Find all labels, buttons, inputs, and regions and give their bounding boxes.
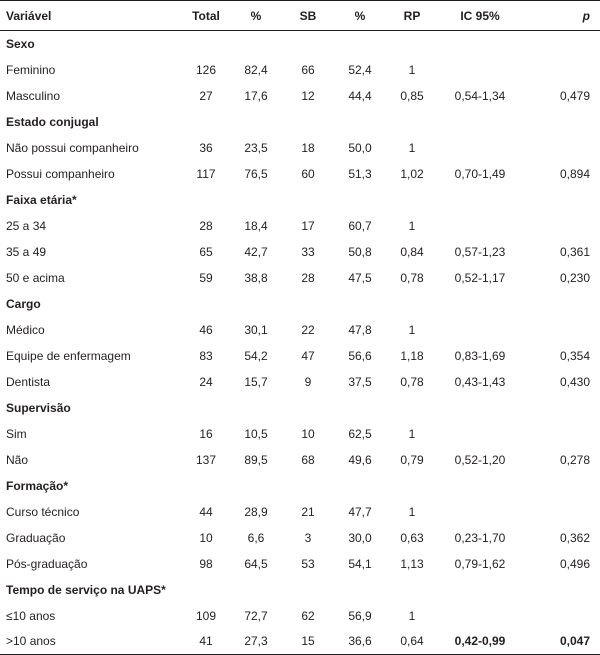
cell-sb: 12 <box>301 88 315 103</box>
cell-pct-total: 27,3 <box>230 629 282 655</box>
cell-pct-sb: 47,7 <box>348 504 372 519</box>
table-row <box>0 447 600 473</box>
cell-total: 117 <box>196 166 216 181</box>
header-pct-total: % <box>230 1 282 31</box>
cell-rp: 1 <box>408 426 416 441</box>
cell-total: 126 <box>195 62 217 77</box>
cell-pct-total: 54,2 <box>244 348 268 363</box>
cell-variable: Médico <box>6 322 45 337</box>
cell-variable: Equipe de enfermagem <box>6 348 131 363</box>
cell-pct-sb: 51,3 <box>348 166 372 181</box>
cell-total: 109 <box>195 608 217 623</box>
table-row <box>0 629 600 655</box>
cell-p: 0,430 <box>559 374 590 389</box>
cell-pct-total: 17,6 <box>244 88 268 103</box>
cell-sb: 21 <box>301 504 315 519</box>
cell-variable: ≤10 anos <box>6 608 56 623</box>
table-row <box>0 421 600 447</box>
cell-ic95: 0,52-1,17 <box>454 270 506 285</box>
cell-p <box>522 603 600 629</box>
cell-rp: 0,78 <box>400 270 424 285</box>
cell-sb: 47 <box>301 348 315 363</box>
cell-rp: 0,79 <box>400 452 424 467</box>
table-row <box>0 161 600 187</box>
cell-ic95: 0,83-1,69 <box>454 348 506 363</box>
cell-pct-sb: 36,6 <box>334 629 386 655</box>
cell-sb: 68 <box>301 452 315 467</box>
cell-sb: 15 <box>282 629 334 655</box>
cell-sb: 66 <box>301 62 315 77</box>
cell-total: 65 <box>199 244 213 259</box>
cell-total: 98 <box>199 556 213 571</box>
group-title: Formação* <box>6 478 69 493</box>
cell-ic95: 0,23-1,70 <box>454 530 506 545</box>
cell-p: 0,354 <box>559 348 590 363</box>
cell-pct-sb: 30,0 <box>348 530 372 545</box>
cell-pct-sb: 62,5 <box>348 426 372 441</box>
cell-p: 0,894 <box>559 166 590 181</box>
table-row <box>0 135 600 161</box>
cell-ic95: 0,79-1,62 <box>454 556 506 571</box>
cell-p: 0,278 <box>559 452 590 467</box>
cell-rp: 1 <box>408 608 416 623</box>
table-row <box>0 57 600 83</box>
cell-variable: Feminino <box>6 62 56 77</box>
cell-ic95 <box>438 499 522 525</box>
group-row <box>0 31 600 57</box>
cell-pct-total: 23,5 <box>244 140 268 155</box>
cell-pct-sb: 50,0 <box>348 140 372 155</box>
cell-ic95: 0,54-1,34 <box>454 88 506 103</box>
group-title: Faixa etária* <box>6 192 77 207</box>
cell-ic95 <box>438 135 522 161</box>
group-row <box>0 395 600 421</box>
cell-pct-total: 64,5 <box>244 556 268 571</box>
cell-variable: Curso técnico <box>6 504 80 519</box>
table-row <box>0 499 600 525</box>
group-title: Sexo <box>6 36 35 51</box>
cell-variable: 50 e acima <box>6 270 65 285</box>
cell-sb: 53 <box>301 556 315 571</box>
group-title: Cargo <box>6 296 41 311</box>
cell-rp: 0,78 <box>400 374 424 389</box>
cell-sb: 17 <box>301 218 315 233</box>
cell-p <box>522 499 600 525</box>
cell-ic95 <box>438 603 522 629</box>
cell-pct-sb: 50,8 <box>348 244 372 259</box>
cell-sb: 28 <box>301 270 315 285</box>
cell-p: 0,362 <box>559 530 590 545</box>
cell-ic95: 0,57-1,23 <box>454 244 506 259</box>
cell-pct-total: 76,5 <box>244 166 268 181</box>
cell-pct-sb: 47,8 <box>348 322 372 337</box>
cell-p: 0,479 <box>559 88 590 103</box>
table-row <box>0 265 600 291</box>
cell-pct-total: 18,4 <box>244 218 268 233</box>
cell-p <box>522 135 600 161</box>
cell-pct-total: 6,6 <box>247 530 265 545</box>
table-row <box>0 343 600 369</box>
cell-pct-total: 89,5 <box>244 452 268 467</box>
header-pct-sb: % <box>334 1 386 31</box>
cell-total: 28 <box>199 218 213 233</box>
cell-pct-total: 38,8 <box>244 270 268 285</box>
header-sb: SB <box>282 1 334 31</box>
cell-sb: 9 <box>304 374 312 389</box>
group-row <box>0 291 600 317</box>
cell-variable: 35 a 49 <box>6 244 47 259</box>
cell-pct-total: 42,7 <box>244 244 268 259</box>
cell-total: 41 <box>182 629 230 655</box>
cell-pct-sb: 56,9 <box>348 608 372 623</box>
cell-rp: 0,64 <box>386 629 438 655</box>
cell-pct-sb: 56,6 <box>348 348 372 363</box>
group-row <box>0 577 600 603</box>
cell-rp: 1 <box>408 62 416 77</box>
cell-sb: 22 <box>301 322 315 337</box>
cell-total: 10 <box>199 530 213 545</box>
cell-ic95 <box>438 317 522 343</box>
cell-ic95: 0,42-0,99 <box>438 629 522 655</box>
cell-ic95 <box>438 213 522 239</box>
cell-variable: 25 a 34 <box>6 218 47 233</box>
cell-ic95: 0,43-1,43 <box>454 374 506 389</box>
cell-rp: 1 <box>408 218 416 233</box>
table-body <box>0 31 600 655</box>
cell-pct-sb: 44,4 <box>348 88 372 103</box>
group-title: Estado conjugal <box>6 114 99 129</box>
cell-rp: 0,85 <box>400 88 424 103</box>
cell-variable: Não possui companheiro <box>6 140 139 155</box>
cell-rp: 1,02 <box>400 166 424 181</box>
cell-variable: Possui companheiro <box>6 166 115 181</box>
cell-sb: 10 <box>301 426 315 441</box>
cell-ic95: 0,70-1,49 <box>454 166 506 181</box>
cell-ic95 <box>438 421 522 447</box>
table-header <box>0 1 600 31</box>
cell-total: 59 <box>199 270 213 285</box>
cell-p <box>522 213 600 239</box>
cell-pct-sb: 60,7 <box>348 218 372 233</box>
cell-sb: 18 <box>301 140 315 155</box>
group-row <box>0 187 600 213</box>
cell-total: 46 <box>199 322 213 337</box>
cell-variable: Sim <box>6 426 27 441</box>
cell-sb: 3 <box>304 530 312 545</box>
table-row <box>0 83 600 109</box>
cell-total: 24 <box>199 374 213 389</box>
cell-p <box>522 317 600 343</box>
header-ic95: IC 95% <box>438 1 522 31</box>
cell-pct-total: 28,9 <box>244 504 268 519</box>
cell-rp: 1,13 <box>400 556 424 571</box>
cell-p: 0,361 <box>559 244 590 259</box>
cell-p <box>522 57 600 83</box>
cell-variable: Pós-graduação <box>6 556 88 571</box>
cell-p: 0,496 <box>559 556 590 571</box>
table-row <box>0 213 600 239</box>
header-row <box>0 1 600 31</box>
group-title: Tempo de serviço na UAPS* <box>6 582 166 597</box>
table-row <box>0 317 600 343</box>
header-total: Total <box>182 1 230 31</box>
cell-sb: 33 <box>301 244 315 259</box>
cell-total: 36 <box>199 140 213 155</box>
header-rp: RP <box>386 1 438 31</box>
cell-pct-sb: 52,4 <box>348 62 372 77</box>
table-row <box>0 525 600 551</box>
cell-rp: 1,18 <box>400 348 424 363</box>
cell-rp: 0,84 <box>400 244 424 259</box>
header-variavel: Variável <box>0 1 182 31</box>
cell-ic95: 0,52-1,20 <box>454 452 506 467</box>
table-row <box>0 551 600 577</box>
cell-rp: 1 <box>408 504 416 519</box>
header-p: p <box>522 1 600 31</box>
group-row <box>0 109 600 135</box>
cell-sb: 62 <box>301 608 315 623</box>
cell-rp: 1 <box>408 322 416 337</box>
cell-pct-total: 30,1 <box>244 322 268 337</box>
cell-p: 0,047 <box>522 629 600 655</box>
cell-total: 44 <box>199 504 213 519</box>
cell-ic95 <box>438 57 522 83</box>
cell-total: 27 <box>199 88 213 103</box>
cell-variable: Dentista <box>6 374 51 389</box>
cell-pct-sb: 47,5 <box>348 270 372 285</box>
cell-variable: Graduação <box>6 530 66 545</box>
cell-variable: >10 anos <box>0 629 182 655</box>
cell-pct-total: 10,5 <box>244 426 268 441</box>
cell-pct-sb: 37,5 <box>348 374 372 389</box>
cell-p <box>522 421 600 447</box>
group-row <box>0 473 600 499</box>
table-row <box>0 239 600 265</box>
cell-rp: 1 <box>408 140 416 155</box>
table-row <box>0 369 600 395</box>
cell-rp: 0,63 <box>400 530 424 545</box>
table-row <box>0 603 600 629</box>
cell-pct-total: 72,7 <box>244 608 268 623</box>
cell-pct-sb: 54,1 <box>348 556 372 571</box>
group-title: Supervisão <box>6 400 71 415</box>
cell-variable: Masculino <box>6 88 61 103</box>
cell-variable: Não <box>6 452 29 467</box>
cell-total: 83 <box>199 348 213 363</box>
cell-pct-total: 15,7 <box>244 374 268 389</box>
cell-pct-sb: 49,6 <box>348 452 372 467</box>
cell-p: 0,230 <box>559 270 590 285</box>
cell-sb: 60 <box>301 166 315 181</box>
cell-pct-total: 82,4 <box>244 62 268 77</box>
cell-total: 137 <box>195 452 217 467</box>
cell-total: 16 <box>199 426 213 441</box>
